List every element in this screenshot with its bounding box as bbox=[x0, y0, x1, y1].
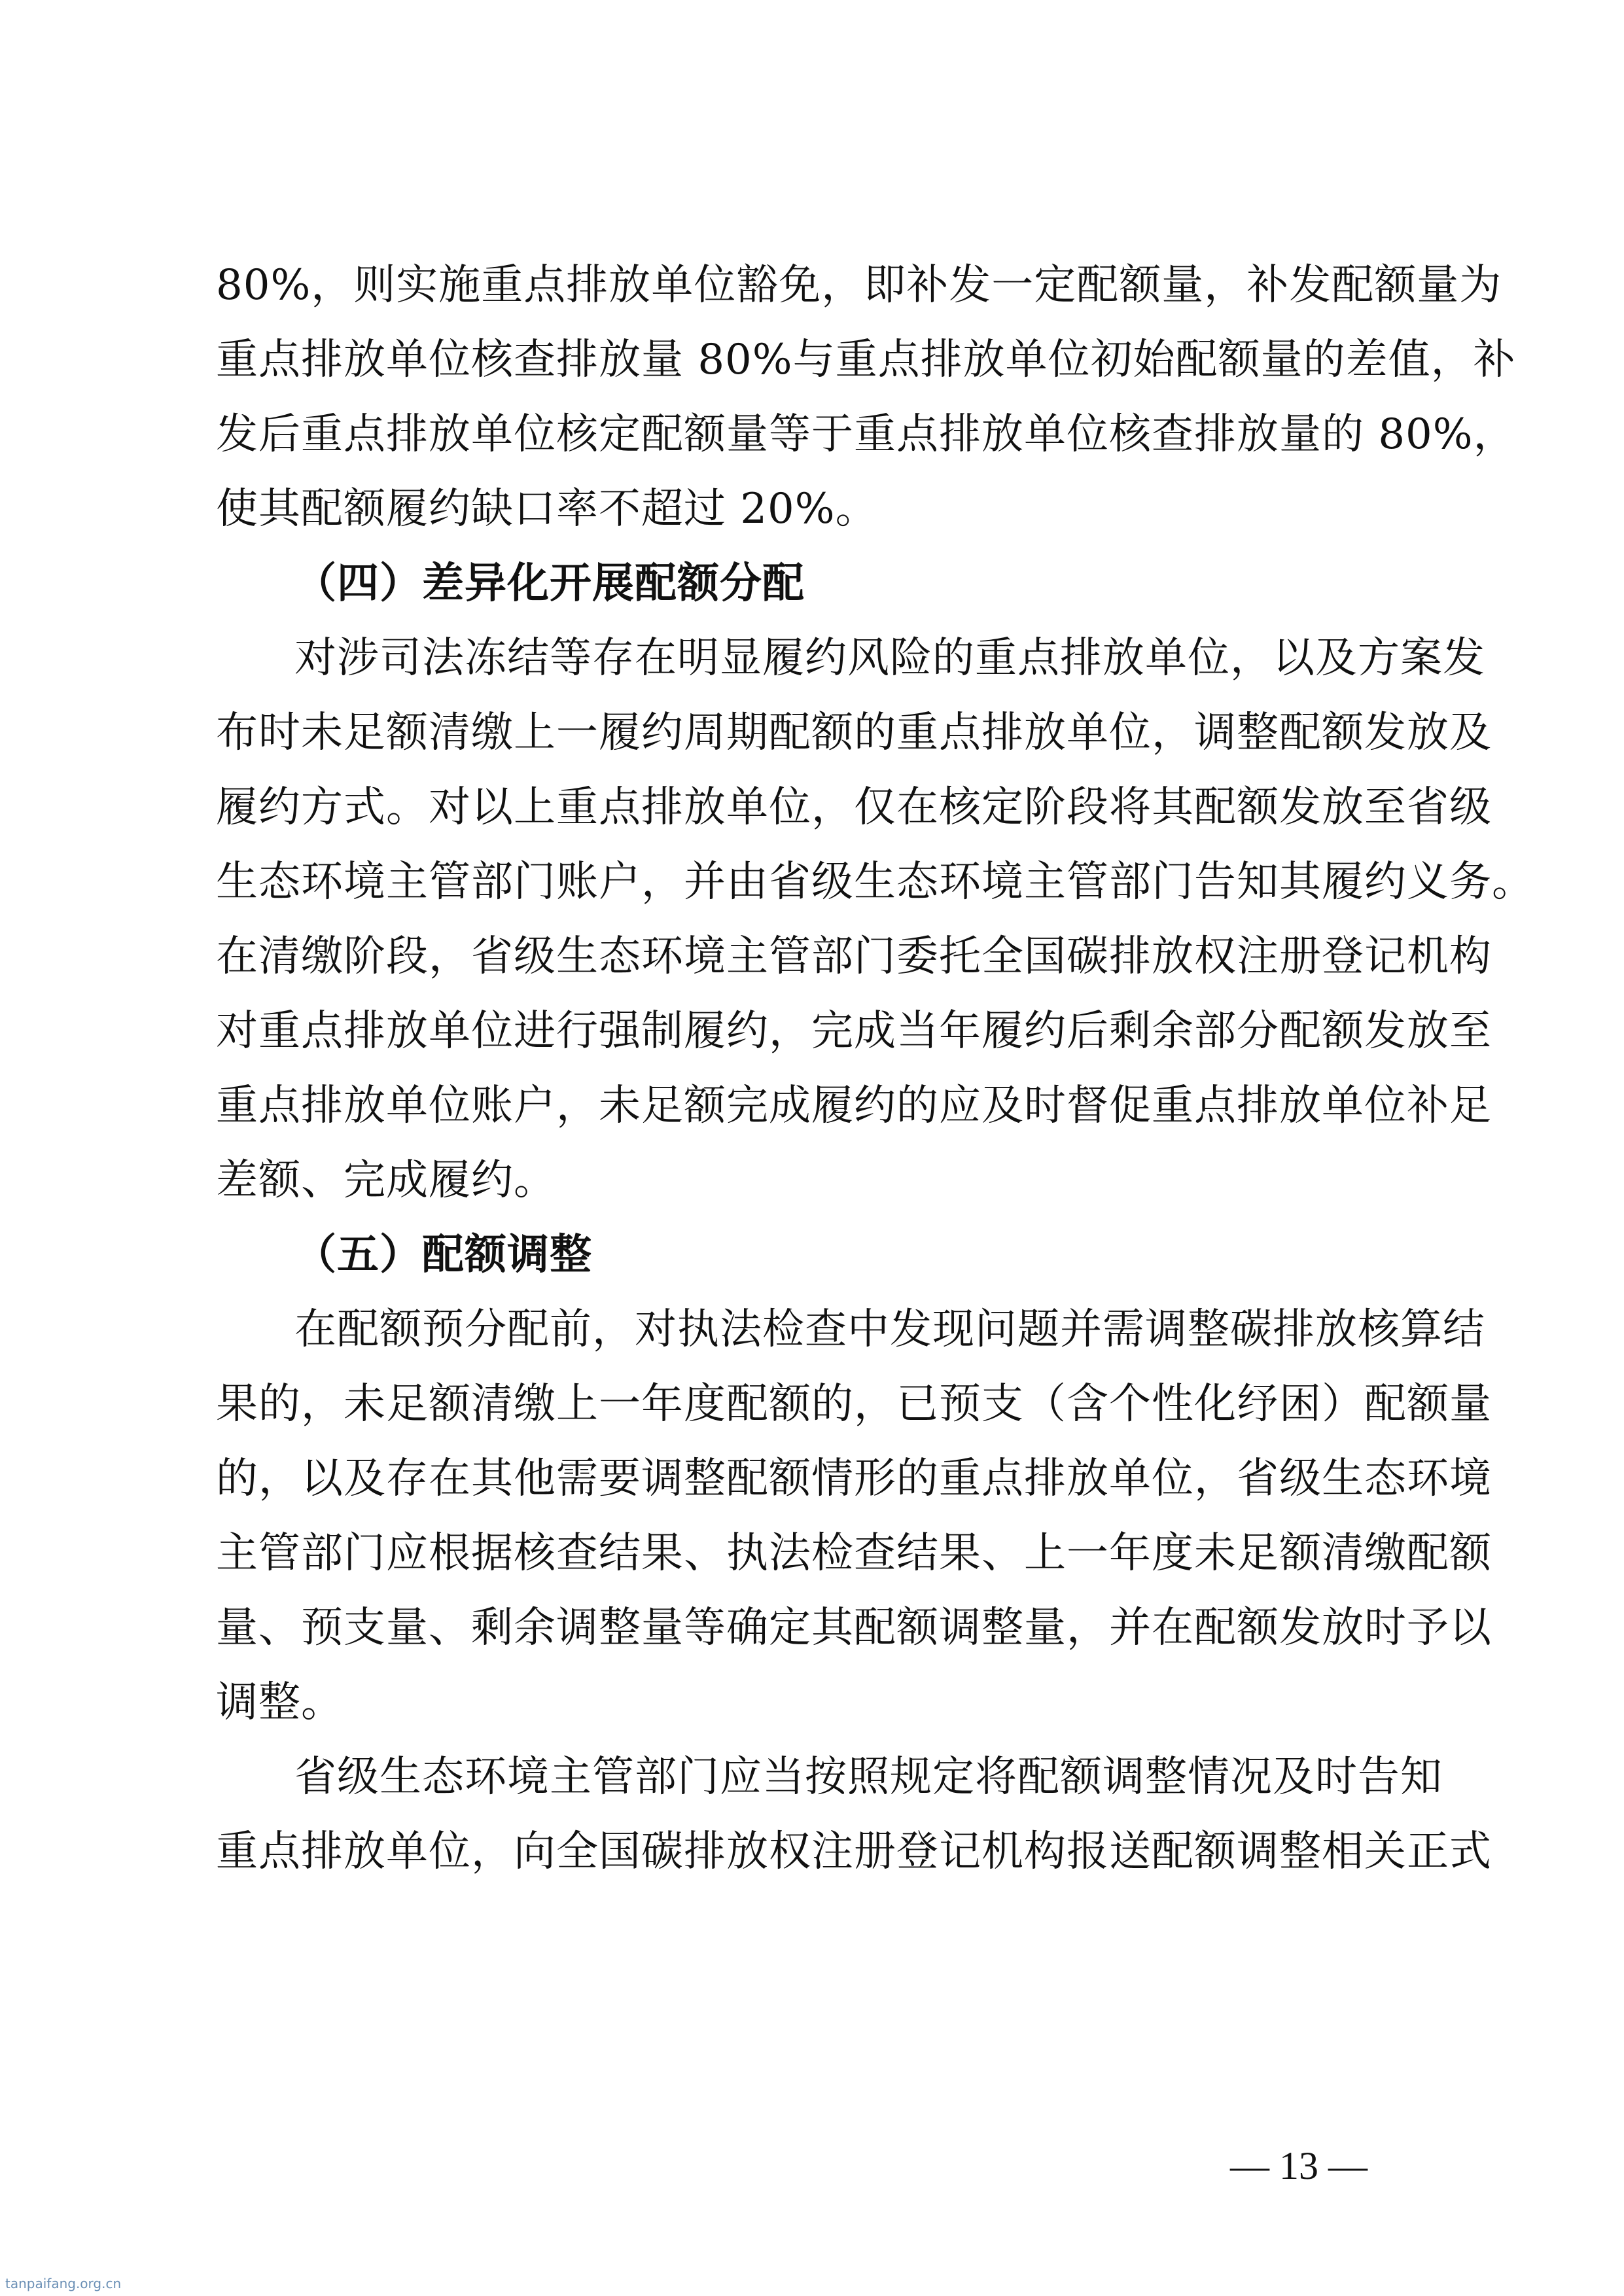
watermark-text: tanpaifang.org.cn bbox=[5, 2276, 122, 2291]
paragraph-first-line: 省级生态环境主管部门应当按照规定将配额调整情况及时告知 bbox=[294, 1753, 1443, 1801]
body-line: 履约方式。对以上重点排放单位，仅在核定阶段将其配额发放至省级 bbox=[216, 783, 1492, 832]
section-heading: （四）差异化开展配额分配 bbox=[294, 559, 805, 608]
body-line: 布时未足额清缴上一履约周期配额的重点排放单位，调整配额发放及 bbox=[216, 709, 1492, 757]
paragraph-first-line: 对涉司法冻结等存在明显履约风险的重点排放单位，以及方案发 bbox=[294, 634, 1485, 682]
body-line: 调整。 bbox=[216, 1678, 344, 1727]
body-line: 使其配额履约缺口率不超过 20%。 bbox=[216, 485, 878, 533]
body-line: 80%，则实施重点排放单位豁免，即补发一定配额量，补发配额量为 bbox=[216, 261, 1502, 309]
body-line: 的，以及存在其他需要调整配额情形的重点排放单位，省级生态环境 bbox=[216, 1455, 1492, 1503]
body-line: 对重点排放单位进行强制履约，完成当年履约后剩余部分配额发放至 bbox=[216, 1007, 1492, 1055]
body-line: 差额、完成履约。 bbox=[216, 1156, 556, 1205]
body-line: 重点排放单位，向全国碳排放权注册登记机构报送配额调整相关正式 bbox=[216, 1828, 1492, 1876]
paragraph-first-line: 在配额预分配前，对执法检查中发现问题并需调整碳排放核算结 bbox=[294, 1305, 1485, 1354]
section-heading: （五）配额调整 bbox=[294, 1231, 592, 1279]
body-line: 发后重点排放单位核定配额量等于重点排放单位核查排放量的 80%， bbox=[216, 410, 1516, 459]
body-line: 在清缴阶段，省级生态环境主管部门委托全国碳排放权注册登记机构 bbox=[216, 932, 1492, 981]
body-line: 重点排放单位核查排放量 80%与重点排放单位初始配额量的差值，补 bbox=[216, 336, 1516, 384]
body-line: 量、预支量、剩余调整量等确定其配额调整量，并在配额发放时予以 bbox=[216, 1604, 1492, 1652]
body-line: 主管部门应根据核查结果、执法检查结果、上一年度未足额清缴配额 bbox=[216, 1529, 1492, 1578]
body-line: 重点排放单位账户，未足额完成履约的应及时督促重点排放单位补足 bbox=[216, 1082, 1492, 1130]
body-line: 果的，未足额清缴上一年度配额的，已预支（含个性化纾困）配额量 bbox=[216, 1380, 1492, 1428]
body-line: 生态环境主管部门账户，并由省级生态环境主管部门告知其履约义务。 bbox=[216, 858, 1534, 906]
page-number: — 13 — bbox=[1230, 2144, 1368, 2187]
